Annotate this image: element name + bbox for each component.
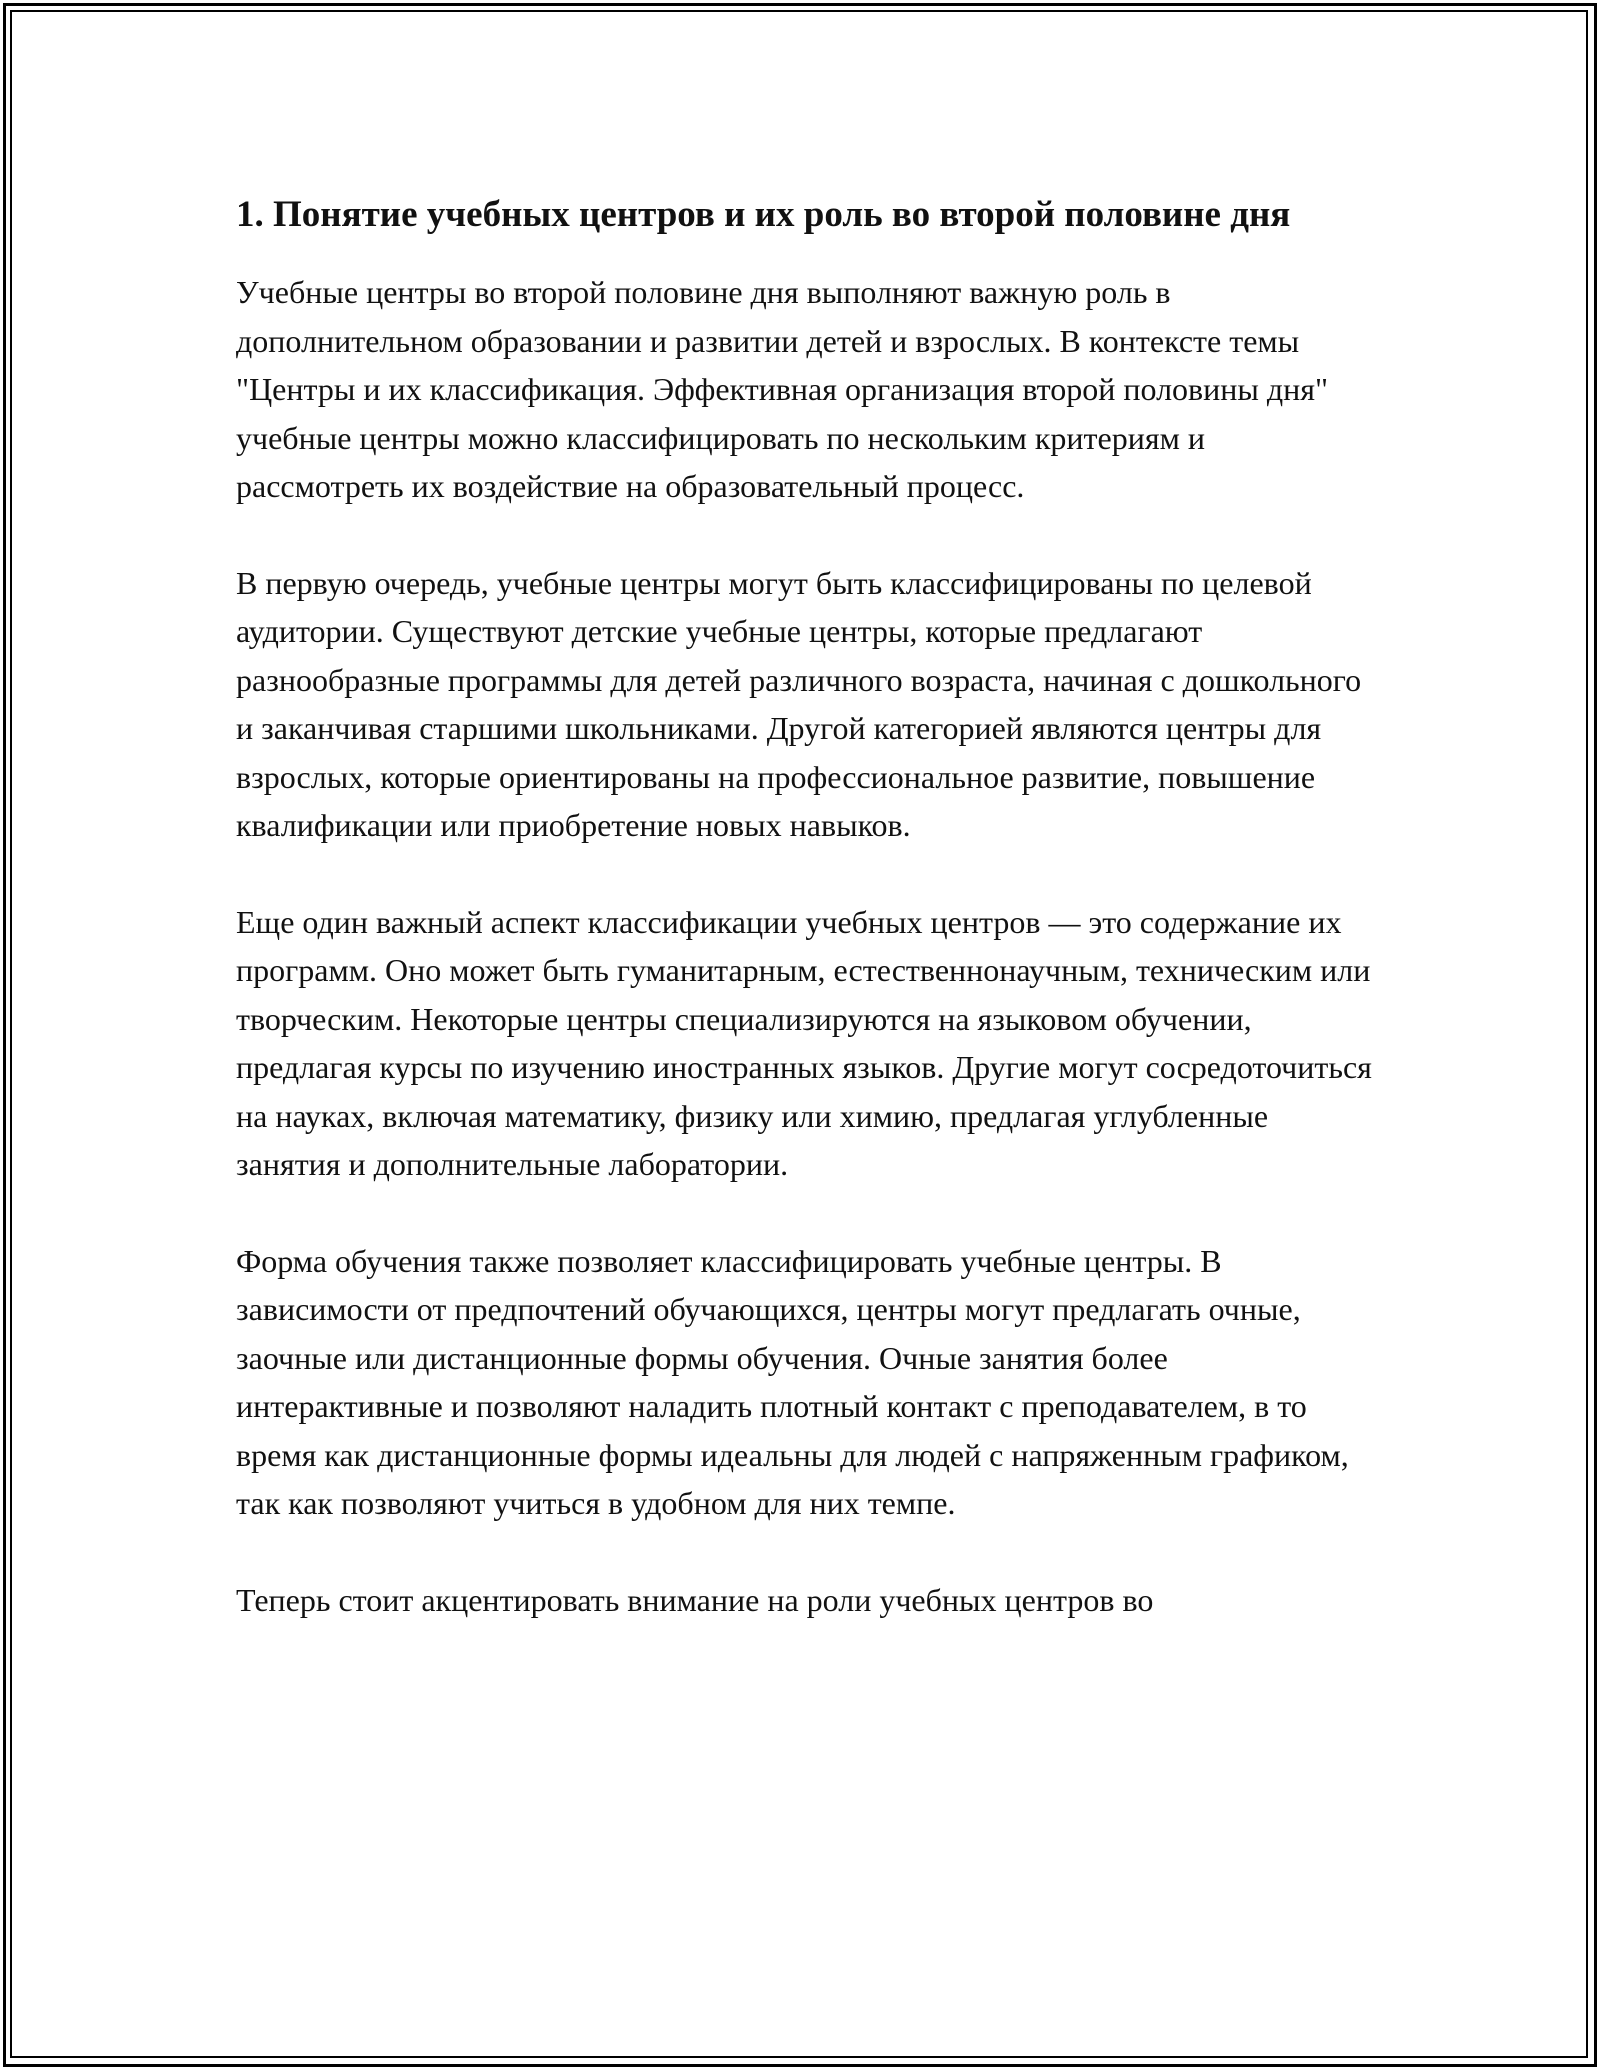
paragraph-4: Форма обучения также позволяет классифицировать учебные центры. В зависимости от предпочтений обучающихся, центры могут предлагать очные, заочные или дистанционные формы обучения. Очные занятия более интерактивные и позволяют наладить плотный контакт с преподавателем, в то время как дистанционные формы идеальны для людей с напряженным графиком, так как позволяют учиться в удобном для них темпе. xyxy=(236,1242,1349,1521)
paragraph-1: Учебные центры во второй половине дня выполняют важную роль в дополнительном образовании и развитии детей и взрослых. В контексте темы "Центры и их классификация. Эффективная организация второй половины дня" учебные центры можно классифицировать по нескольким критериям и рассмотреть их воздействие на образовательный процесс. xyxy=(236,274,1329,504)
paragraph-3: Еще один важный аспект классификации учебных центров — это содержание их программ. Оно может быть гуманитарным, естественнонаучным, техническим или творческим. Некоторые центры специализируются на языковом обучении, предлагая курсы по изучению иностранных языков. Другие могут сосредоточиться на науках, включая математику, физику или химию, предлагая углубленные занятия и дополнительные лаборатории. xyxy=(236,903,1372,1182)
paragraph-5: Теперь стоит акцентировать внимание на роли учебных центров во xyxy=(236,1581,1154,1618)
document-page xyxy=(236,188,1376,1672)
section-title: 1. Понятие учебных центров и их роль во второй половине дня xyxy=(236,194,1291,235)
paragraph-2: В первую очередь, учебные центры могут быть классифицированы по целевой аудитории. Существуют детские учебные центры, которые предлагают разнообразные программы для детей различного возраста, начиная с дошкольного и заканчивая старшими школьниками. Другой категорией являются центры для взрослых, которые ориентированы на профессиональное развитие, повышение квалификации или приобретение новых навыков. xyxy=(236,564,1362,843)
